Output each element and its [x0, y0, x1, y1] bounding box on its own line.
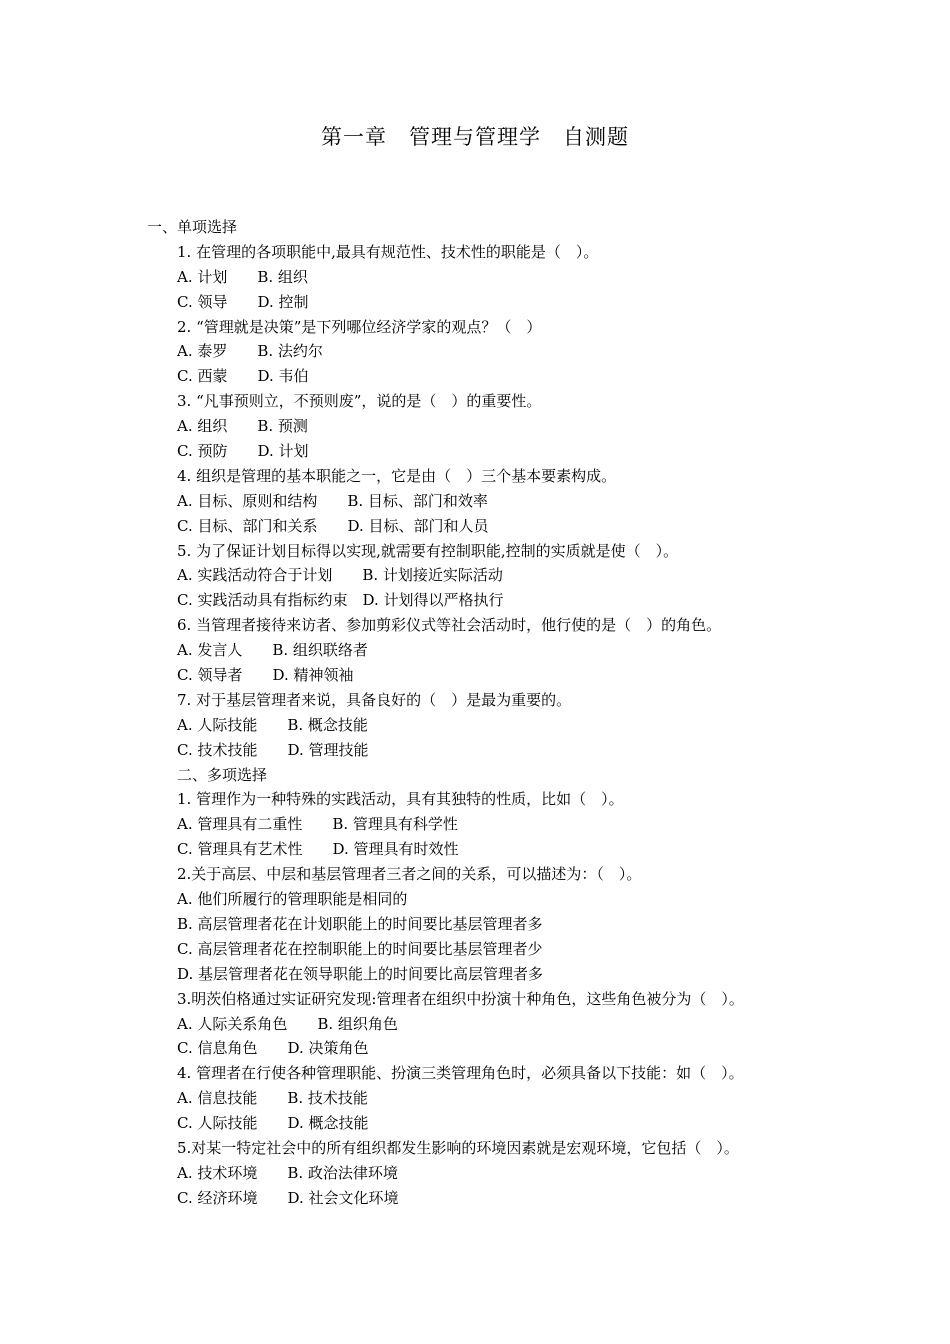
option-line: C. 领导者 D. 精神领袖 — [177, 666, 354, 685]
question-line: 5. 为了保证计划目标得以实现,就需要有控制职能,控制的实质就是使（ ）。 — [177, 541, 679, 560]
option-line: A. 组织 B. 预测 — [177, 417, 308, 436]
option-line: C. 西蒙 D. 韦伯 — [177, 367, 309, 386]
option-line: A. 信息技能 B. 技术技能 — [177, 1089, 368, 1108]
option-line: A. 他们所履行的管理职能是相同的 — [177, 890, 408, 909]
option-line: A. 人际关系角色 B. 组织角色 — [177, 1014, 398, 1033]
document-body — [0, 215, 950, 1211]
option-line: C. 信息角色 D. 决策角色 — [177, 1039, 369, 1058]
page-title: 第一章 管理与管理学 自测题 — [321, 125, 629, 149]
option-line: A. 管理具有二重性 B. 管理具有科学性 — [177, 815, 458, 834]
option-line: C. 管理具有艺术性 D. 管理具有时效性 — [177, 840, 459, 859]
question-line: 4. 组织是管理的基本职能之一，它是由（ ）三个基本要素构成。 — [177, 466, 617, 485]
option-line: A. 人际技能 B. 概念技能 — [177, 715, 368, 734]
section-heading-single-choice: 一、单项选择 — [147, 218, 238, 236]
question-line: 3. “凡事预则立，不预则废”，说的是（ ）的重要性。 — [177, 392, 542, 411]
question-line: 1. 在管理的各项职能中,最具有规范性、技术性的职能是（ ）。 — [177, 242, 599, 261]
option-line: A. 实践活动符合于计划 B. 计划接近实际活动 — [177, 566, 503, 585]
option-line: A. 发言人 B. 组织联络者 — [177, 641, 368, 660]
option-line: C. 技术技能 D. 管理技能 — [177, 740, 369, 759]
option-line: B. 高层管理者花在计划职能上的时间要比基层管理者多 — [177, 914, 543, 933]
option-line: C. 人际技能 D. 概念技能 — [177, 1114, 369, 1133]
question-line: 6. 当管理者接待来访者、参加剪彩仪式等社会活动时，他行使的是（ ）的角色。 — [177, 616, 722, 635]
section-heading-multiple-choice: 二、多项选择 — [177, 765, 268, 784]
question-line: 2.关于高层、中层和基层管理者三者之间的关系，可以描述为：（ ）。 — [177, 865, 642, 884]
option-line: D. 基层管理者花在领导职能上的时间要比高层管理者多 — [177, 964, 544, 983]
question-line: 2. “管理就是决策”是下列哪位经济学家的观点？（ ） — [177, 317, 542, 336]
option-line: C. 经济环境 D. 社会文化环境 — [177, 1188, 399, 1207]
option-line: C. 高层管理者花在控制职能上的时间要比基层管理者少 — [177, 939, 543, 958]
option-line: C. 目标、部门和关系 D. 目标、部门和人员 — [177, 516, 489, 535]
option-line: A. 泰罗 B. 法约尔 — [177, 342, 323, 361]
option-line: C. 实践活动具有指标约束 D. 计划得以严格执行 — [177, 591, 504, 610]
option-line: A. 目标、原则和结构 B. 目标、部门和效率 — [177, 491, 488, 510]
option-line: A. 技术环境 B. 政治法律环境 — [177, 1163, 398, 1182]
option-line: A. 计划 B. 组织 — [177, 267, 308, 286]
question-line: 1. 管理作为一种特殊的实践活动，具有其独特的性质，比如（ ）。 — [177, 790, 624, 809]
question-line: 5.对某一特定社会中的所有组织都发生影响的环境因素就是宏观环境，它包括（ ）。 — [177, 1138, 739, 1157]
option-line: C. 领导 D. 控制 — [177, 292, 309, 311]
option-line: C. 预防 D. 计划 — [177, 442, 309, 461]
question-line: 4. 管理者在行使各种管理职能、扮演三类管理角色时，必须具备以下技能：如（ ）。 — [177, 1064, 744, 1083]
question-line: 3.明茨伯格通过实证研究发现:管理者在组织中扮演十种角色，这些角色被分为（ ）。 — [177, 989, 744, 1008]
question-line: 7. 对于基层管理者来说，具备良好的（ ）是最为重要的。 — [177, 690, 572, 709]
